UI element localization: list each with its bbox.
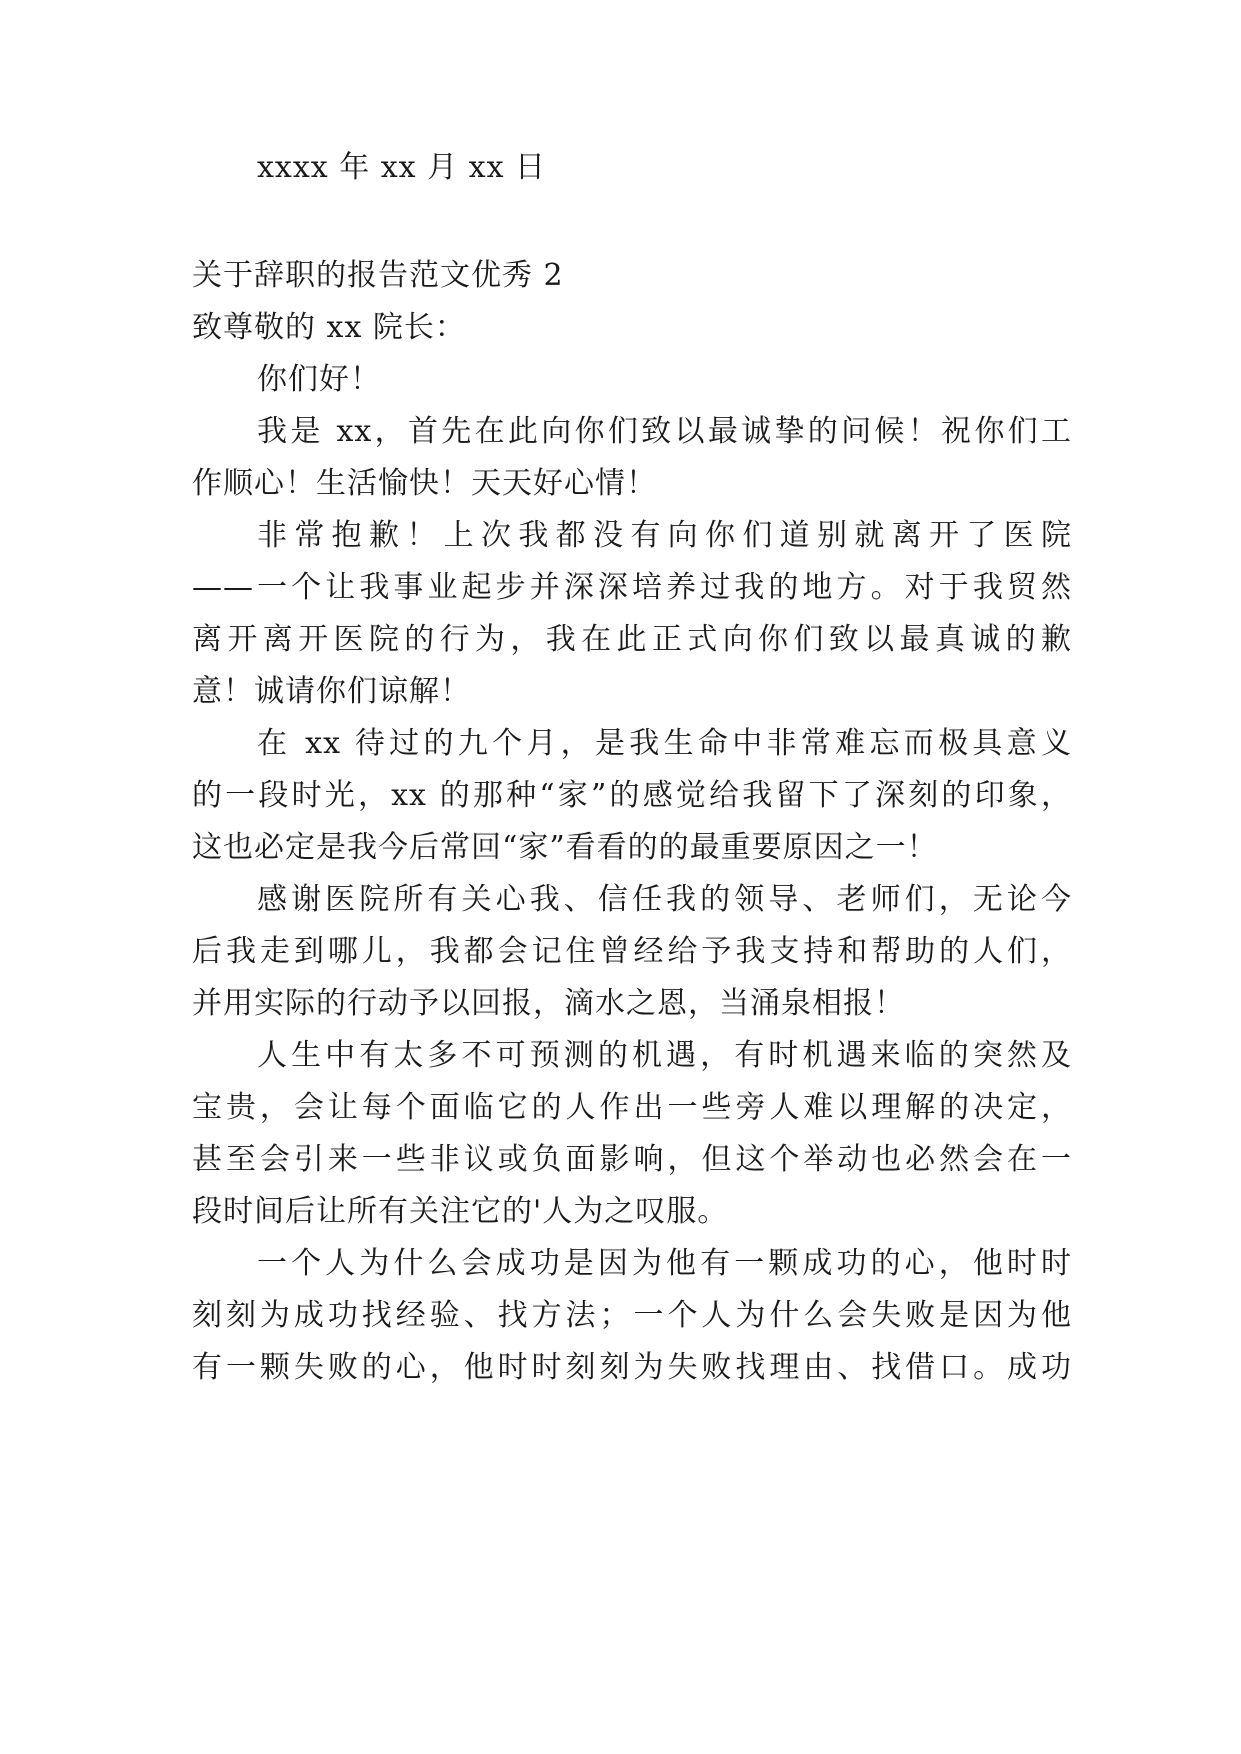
paragraph-line: ——一个让我事业起步并深深培养过我的地方。对于我贸然 xyxy=(192,570,1072,605)
paragraph-line: 一个人为什么会成功是因为他有一颗成功的心，他时时 xyxy=(257,1246,1072,1281)
salutation: 致尊敬的 xx 院长： xyxy=(192,310,466,345)
paragraph-line: 的一段时光，xx 的那种“家”的感觉给我留下了深刻的印象， xyxy=(192,778,1072,813)
paragraph-line: 甚至会引来一些非议或负面影响，但这个举动也必然会在一 xyxy=(192,1142,1072,1177)
paragraph-line: 人生中有太多不可预测的机遇，有时机遇来临的突然及 xyxy=(257,1038,1072,1073)
date-line: xxxx 年 xx 月 xx 日 xyxy=(257,150,547,185)
paragraph-line: 后我走到哪儿，我都会记住曾经给予我支持和帮助的人们， xyxy=(192,934,1072,969)
paragraph-line: 这也必定是我今后常回“家”看看的的最重要原因之一！ xyxy=(192,830,938,865)
paragraph-line: 感谢医院所有关心我、信任我的领导、老师们，无论今 xyxy=(257,882,1072,917)
paragraph-line: 非常抱歉！上次我都没有向你们道别就离开了医院 xyxy=(257,518,1072,553)
paragraph-line: 段时间后让所有关注它的'人为之叹服。 xyxy=(192,1194,729,1229)
paragraph-line: 作顺心！生活愉快！天天好心情！ xyxy=(192,466,657,501)
paragraph-line: 刻刻为成功找经验、找方法；一个人为什么会失败是因为他 xyxy=(192,1298,1072,1333)
paragraph-line: 在 xx 待过的九个月，是我生命中非常难忘而极具意义 xyxy=(257,726,1072,761)
paragraph-line: 意！诚请你们谅解！ xyxy=(192,674,471,709)
document-title: 关于辞职的报告范文优秀 2 xyxy=(192,258,564,293)
paragraph-line: 离开离开医院的行为，我在此正式向你们致以最真诚的歉 xyxy=(192,622,1072,657)
greeting: 你们好！ xyxy=(257,362,381,397)
paragraph-line: 并用实际的行动予以回报，滴水之恩，当涌泉相报！ xyxy=(192,986,905,1021)
paragraph-line: 宝贵，会让每个面临它的人作出一些旁人难以理解的决定， xyxy=(192,1090,1072,1125)
paragraph-line: 有一颗失败的心，他时时刻刻为失败找理由、找借口。成功 xyxy=(192,1350,1072,1385)
paragraph-line: 我是 xx，首先在此向你们致以最诚挚的问候！祝你们工 xyxy=(257,414,1072,449)
